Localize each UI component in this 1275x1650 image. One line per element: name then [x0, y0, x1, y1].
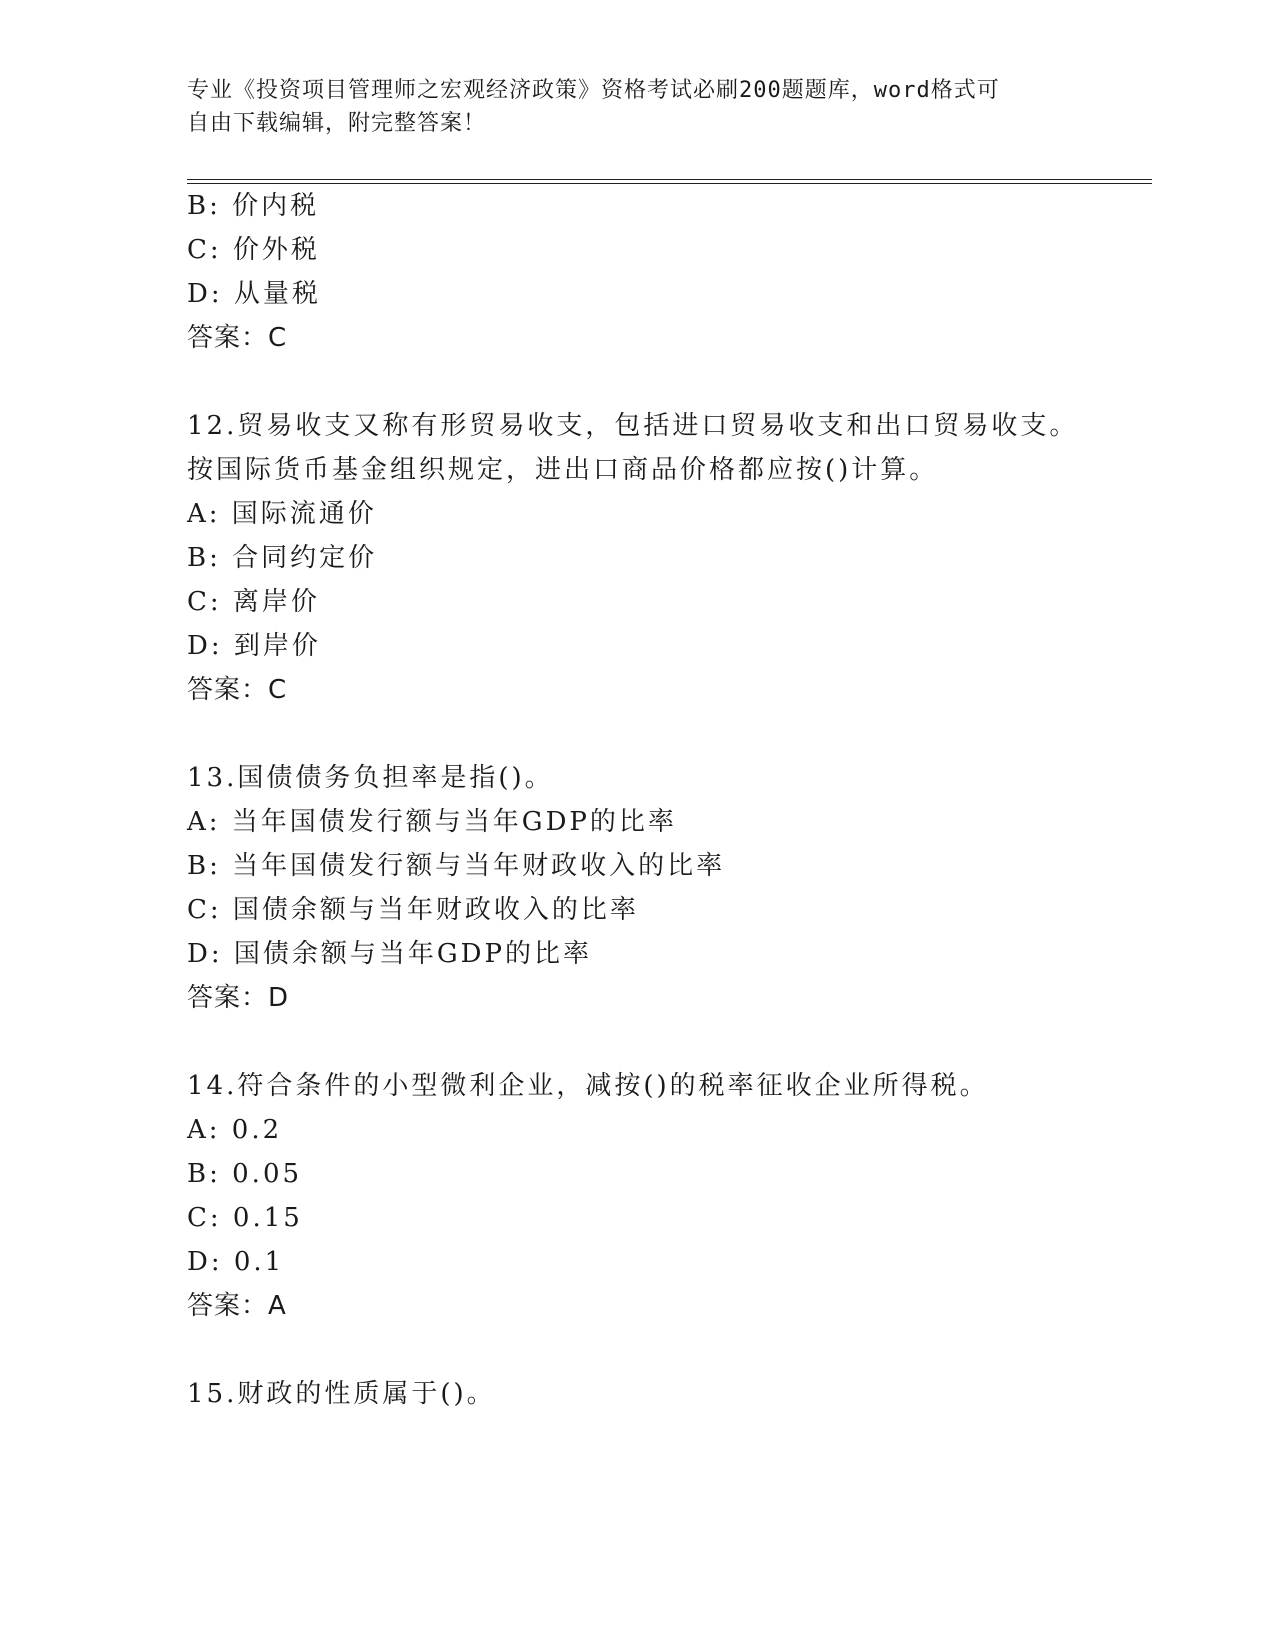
q14-option-b: B: 0.05	[187, 1159, 303, 1189]
q12-option-d: D: 到岸价	[187, 631, 321, 661]
q13-option-d: D: 国债余额与当年GDP的比率	[187, 939, 592, 969]
q13-answer: 答案：D	[187, 983, 290, 1013]
q13-option-b: B: 当年国债发行额与当年财政收入的比率	[187, 851, 726, 881]
header-line-2: 自由下载编辑，附完整答案！	[187, 111, 487, 136]
document-header	[187, 74, 1067, 140]
q14-option-c: C: 0.15	[187, 1203, 303, 1233]
q13-option-a: A: 当年国债发行额与当年GDP的比率	[187, 807, 677, 837]
q12-stem-line-2: 按国际货币基金组织规定，进出口商品价格都应按()计算。	[187, 455, 939, 485]
header-divider	[187, 179, 1152, 184]
q13-stem: 13.国债债务负担率是指()。	[187, 763, 554, 793]
q11-option-b: B: 价内税	[187, 191, 320, 221]
q12-option-b: B: 合同约定价	[187, 543, 378, 573]
q11-option-c: C: 价外税	[187, 235, 320, 265]
q11-option-d: D: 从量税	[187, 279, 321, 309]
q12-answer: 答案：C	[187, 675, 288, 705]
q11-answer: 答案：C	[187, 323, 288, 353]
q13-option-c: C: 国债余额与当年财政收入的比率	[187, 895, 639, 925]
q14-option-a: A: 0.2	[187, 1115, 283, 1145]
q14-stem: 14.符合条件的小型微利企业，减按()的税率征收企业所得税。	[187, 1071, 989, 1101]
q14-answer: 答案：A	[187, 1291, 287, 1321]
q15-stem: 15.财政的性质属于()。	[187, 1379, 496, 1409]
q12-option-a: A: 国际流通价	[187, 499, 377, 529]
q12-stem-line-1: 12.贸易收支又称有形贸易收支，包括进口贸易收支和出口贸易收支。	[187, 411, 1079, 441]
q12-option-c: C: 离岸价	[187, 587, 320, 617]
header-line-1: 专业《投资项目管理师之宏观经济政策》资格考试必刷200题题库，word格式可	[187, 78, 1000, 103]
q14-option-d: D: 0.1	[187, 1247, 285, 1277]
